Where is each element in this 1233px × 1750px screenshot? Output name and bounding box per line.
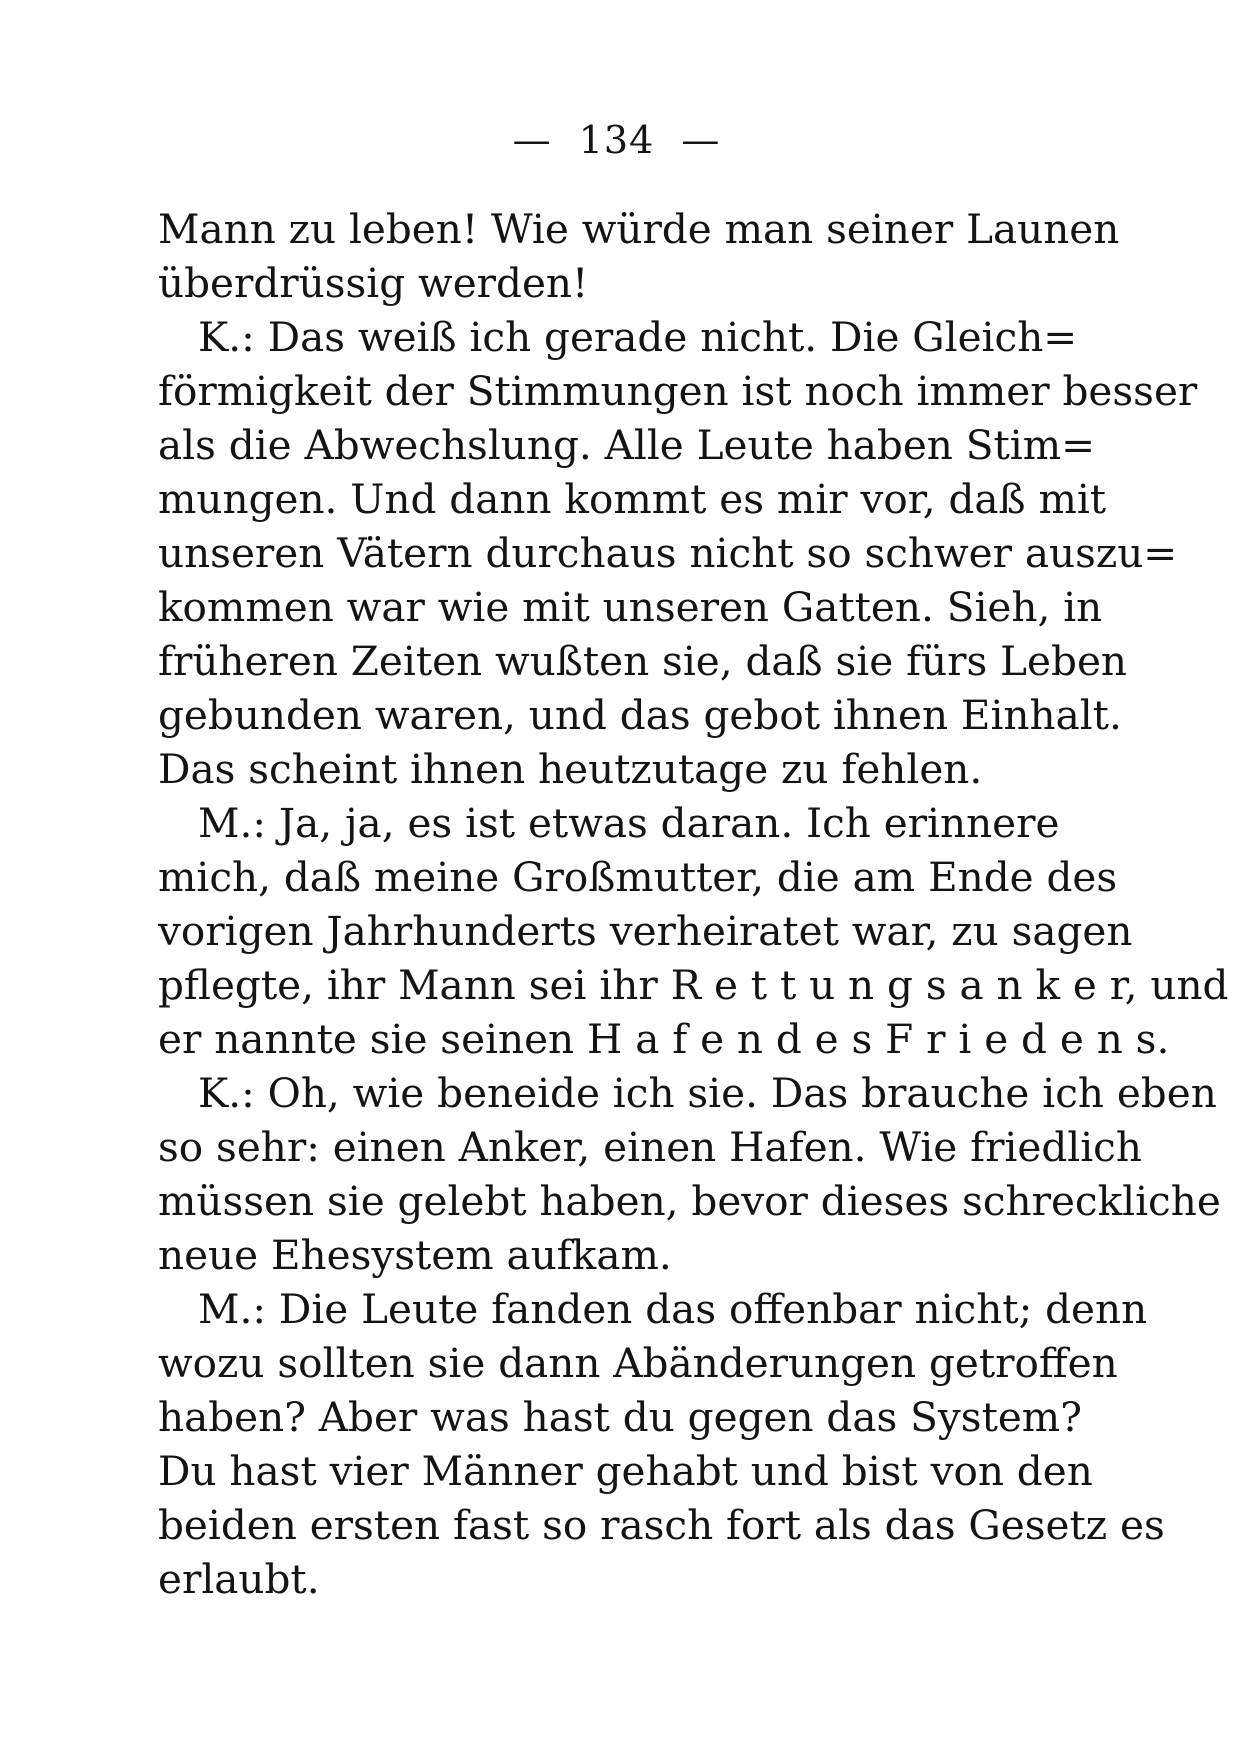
text-line: neue Ehesystem aufkam. [158,1231,672,1279]
text-line: K.: Das weiß ich gerade nicht. Die Gleich= [198,313,1078,361]
text-line: mungen. Und dann kommt es mir vor, daß mit [158,475,1107,523]
text-line: pflegte, ihr Mann sei ihr R e t t u n g s a n k e r, und [158,961,1229,1009]
text-line: Mann zu leben! Wie würde man seiner Launen [158,205,1120,253]
text-line: M.: Die Leute fanden das offenbar nicht; denn [198,1285,1148,1333]
header-dash-left: — [512,118,552,162]
text-line: als die Abwechslung. Alle Leute haben Stim= [158,421,1096,469]
text-line: gebunden waren, und das gebot ihnen Einhalt. [158,691,1122,739]
text-line: überdrüssig werden! [158,259,589,307]
text-line: beiden ersten fast so rasch fort als das Gesetz es [158,1501,1165,1549]
text-line: erlaubt. [158,1555,320,1603]
text-line: kommen war wie mit unseren Gatten. Sieh, in [158,583,1103,631]
text-line: M.: Ja, ja, es ist etwas daran. Ich erinnere [198,799,1060,847]
text-line: müssen sie gelebt haben, bevor dieses schreckliche [158,1177,1221,1225]
text-line: er nannte sie seinen H a f e n d e s F r i e d e n s. [158,1015,1170,1063]
text-line: Das scheint ihnen heutzutage zu fehlen. [158,745,983,793]
text-line: mich, daß meine Großmutter, die am Ende des [158,853,1118,901]
text-line: haben? Aber was hast du gegen das System? [158,1393,1082,1441]
body-text [158,202,1229,1606]
page-header [0,118,1233,162]
text-line: vorigen Jahrhunderts verheiratet war, zu sagen [158,907,1133,955]
page-number: 134 [578,118,655,162]
text-line: unseren Vätern durchaus nicht so schwer auszu= [158,529,1178,577]
text-line: wozu sollten sie dann Abänderungen getroffen [158,1339,1118,1387]
text-line: Du hast vier Männer gehabt und bist von den [158,1447,1093,1495]
header-dash-right: — [681,118,721,162]
text-line: so sehr: einen Anker, einen Hafen. Wie friedlich [158,1123,1142,1171]
text-line: früheren Zeiten wußten sie, daß sie fürs Leben [158,637,1127,685]
text-line: K.: Oh, wie beneide ich sie. Das brauche ich eben [198,1069,1217,1117]
text-line: förmigkeit der Stimmungen ist noch immer besser [158,367,1198,415]
